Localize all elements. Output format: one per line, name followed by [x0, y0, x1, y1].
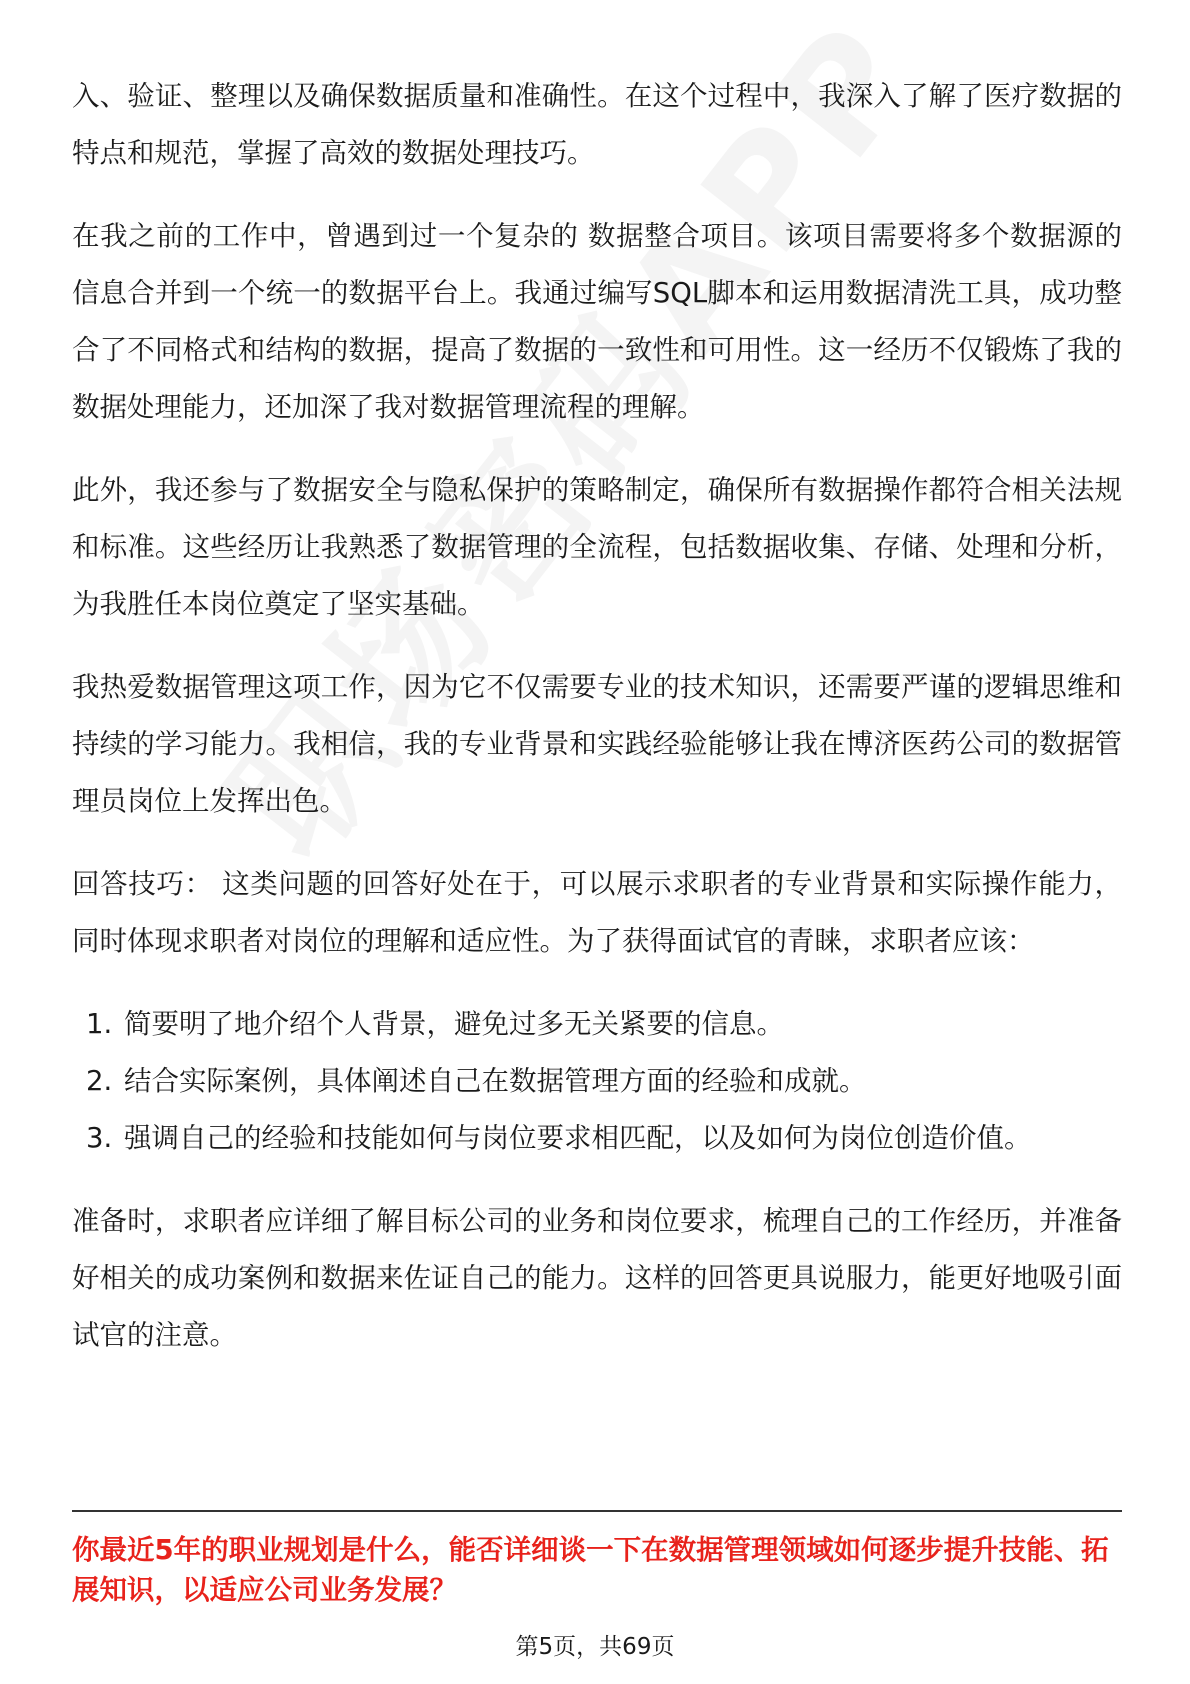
paragraph-security-privacy: 此外，我还参与了数据安全与隐私保护的策略制定，确保所有数据操作都符合相关法规和标准。这些经历让我熟悉了数据管理的全流程，包括数据收集、存储、处理和分析，为我胜任本岗位奠定了坚实基础。	[72, 474, 1122, 620]
paragraph-integration-project: 在我之前的工作中，曾遇到过一个复杂的 数据整合项目。该项目需要将多个数据源的信息合并到一个统一的数据平台上。我通过编写SQL脚本和运用数据清洗工具，成功整合了不同格式和结构的数据，提高了数据的一致性和可用性。这一经历不仅锻炼了我的数据处理能力，还加深了我对数据管理流程的理解。	[72, 220, 1122, 423]
list-item-number: 1.	[86, 1008, 113, 1040]
list-item-text: 简要明了地介绍个人背景，避免过多无关紧要的信息。	[124, 1008, 784, 1040]
paragraph-answer-tips: 回答技巧： 这类问题的回答好处在于，可以展示求职者的专业背景和实际操作能力，同时体现求职者对岗位的理解和适应性。为了获得面试官的青睐，求职者应该：	[72, 868, 1122, 957]
list-item-text: 强调自己的经验和技能如何与岗位要求相匹配，以及如何为岗位创造价值。	[124, 1122, 1032, 1154]
list-item	[72, 996, 1122, 1053]
paragraph-data-processing: 入、验证、整理以及确保数据质量和准确性。在这个过程中，我深入了解了医疗数据的特点和规范，掌握了高效的数据处理技巧。	[72, 80, 1122, 169]
tips-list	[72, 996, 1122, 1167]
main-content	[72, 68, 1122, 1390]
next-question-heading: 你最近5年的职业规划是什么，能否详细谈一下在数据管理领域如何逐步提升技能、拓展知识，以适应公司业务发展？	[72, 1534, 1109, 1606]
list-item	[72, 1110, 1122, 1167]
list-item-text: 结合实际案例，具体阐述自己在数据管理方面的经验和成就。	[124, 1065, 867, 1097]
paragraph-motivation: 我热爱数据管理这项工作，因为它不仅需要专业的技术知识，还需要严谨的逻辑思维和持续的学习能力。我相信，我的专业背景和实践经验能够让我在博济医药公司的数据管理员岗位上发挥出色。	[72, 671, 1122, 817]
section-divider	[72, 1510, 1122, 1512]
list-item-number: 2.	[86, 1065, 113, 1097]
page-number: 第5页，共69页	[515, 1634, 675, 1660]
list-item	[72, 1053, 1122, 1110]
paragraph-preparation: 准备时，求职者应详细了解目标公司的业务和岗位要求，梳理自己的工作经历，并准备好相关的成功案例和数据来佐证自己的能力。这样的回答更具说服力，能更好地吸引面试官的注意。	[72, 1205, 1122, 1351]
list-item-number: 3.	[86, 1122, 113, 1154]
